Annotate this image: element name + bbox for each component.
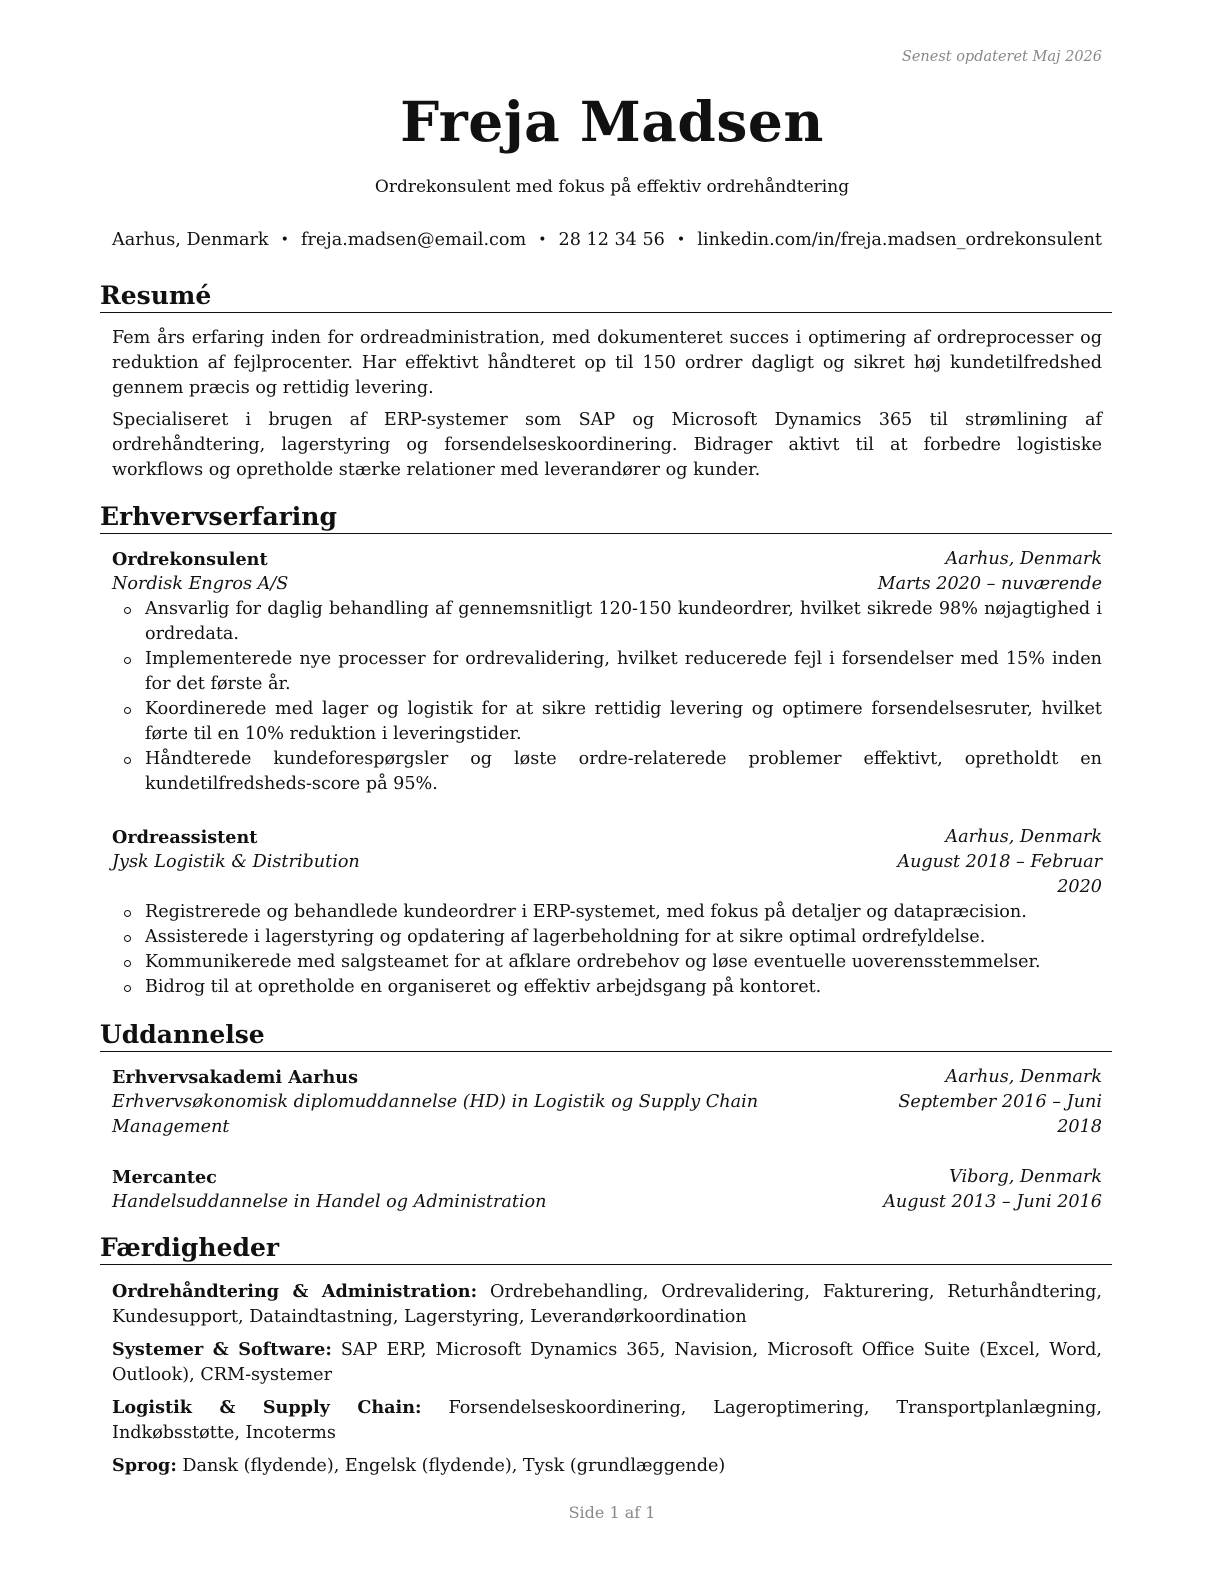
job-company: Nordisk Engros A/S [112, 574, 289, 594]
education-dates: September 2016 – Juni 2018 [898, 1092, 1102, 1137]
section-title-experience: Erhvervserfaring [100, 501, 1112, 534]
education-dates: August 2013 – Juni 2016 [883, 1192, 1102, 1212]
job-location: Aarhus, Denmark [945, 549, 1102, 569]
separator-dot: • [538, 232, 547, 248]
separator-dot: • [676, 232, 686, 248]
summary-block [112, 326, 1102, 483]
job-entry [112, 825, 1102, 1000]
skill-label: Systemer & Software: [112, 1339, 332, 1360]
education-degree: Handelsuddannelse in Handel og Administration [112, 1192, 547, 1212]
candidate-name: Freja Madsen [400, 89, 824, 154]
education-entry [112, 1065, 1102, 1140]
contact-phone[interactable]: 28 12 34 56 [558, 230, 665, 250]
summary-paragraph: Specialiseret i brugen af ERP-systemer som SAP og Microsoft Dynamics 365 til strømlining af ordrehåndtering, lagerstyring og forsendelseskoordinering. Bidrager aktivt til at forbedre logistiske workflows og opretholde stærke relationer med leverandører og kunder. [112, 410, 1102, 480]
skill-text: Dansk (flydende), Engelsk (flydende), Tysk (grundlæggende) [182, 1456, 726, 1476]
contact-location: Aarhus, Denmark [112, 230, 269, 250]
candidate-subtitle: Ordrekonsulent med fokus på effektiv ordrehåndtering [374, 177, 850, 197]
list-item: Kommunikerede med salgsteamet for at afklare ordrebehov og løse eventuelle uoverensstemmelser. [112, 950, 1102, 975]
list-item: Implementerede nye processer for ordrevalidering, hvilket reducerede fejl i forsendelser med 15% inden for det første år. [112, 647, 1102, 697]
skill-group [112, 1395, 1102, 1446]
job-dates: August 2018 – Februar 2020 [897, 852, 1102, 897]
summary-paragraph: Fem års erfaring inden for ordreadministration, med dokumenteret succes i optimering af ordreprocesser og reduktion af fejlprocenter. Har effektivt håndteret op til 150 ordrer dagligt og sikret høj kundetilfredshed gennem præcis og rettidig levering. [112, 328, 1102, 398]
list-item: Assisterede i lagerstyring og opdatering af lagerbeholdning for at sikre optimal ordrefyldelse. [112, 925, 1102, 950]
skill-group [112, 1453, 1102, 1479]
job-company: Jysk Logistik & Distribution [112, 852, 360, 872]
education-entry [112, 1165, 1102, 1215]
contact-email[interactable]: freja.madsen@email.com [300, 230, 527, 250]
job-location: Aarhus, Denmark [945, 827, 1102, 847]
job-role: Ordrekonsulent [112, 549, 268, 570]
list-item: Ansvarlig for daglig behandling af gennemsnitligt 120-150 kundeordrer, hvilket sikrede 98% nøjagtighed i ordredata. [112, 597, 1102, 647]
list-item: Bidrog til at opretholde en organiseret og effektiv arbejdsgang på kontoret. [112, 975, 1102, 1000]
job-bullets [112, 597, 1102, 797]
education-school: Erhvervsakademi Aarhus [112, 1067, 359, 1088]
skill-text: Ordrebehandling, Ordrevalidering, Fakturering, Returhåndtering, Kundesupport, Dataindtastning, Lagerstyring, Leverandørkoordination [112, 1282, 1102, 1327]
page-number: Side 1 af 1 [568, 1503, 656, 1522]
contact-linkedin[interactable]: linkedin.com/in/freja.madsen_ordrekonsulent [697, 230, 1102, 250]
contact-line [112, 228, 1102, 253]
education-location: Viborg, Denmark [949, 1167, 1102, 1187]
skill-label: Sprog: [112, 1455, 177, 1476]
education-location: Aarhus, Denmark [945, 1067, 1102, 1087]
skill-text: Forsendelseskoordinering, Lageroptimering, Transportplanlægning, Indkøbsstøtte, Incoterms [112, 1398, 1102, 1443]
section-title-skills: Færdigheder [100, 1232, 1112, 1265]
job-bullets [112, 900, 1102, 1000]
section-title-summary: Resumé [100, 280, 1112, 313]
education-school: Mercantec [112, 1167, 217, 1188]
skill-label: Ordrehåndtering & Administration: [112, 1281, 478, 1302]
list-item: Håndterede kundeforespørgsler og løste ordre-relaterede problemer effektivt, opretholdt en kundetilfredsheds-score på 95%. [112, 747, 1102, 797]
list-item: Koordinerede med lager og logistik for at sikre rettidig levering og optimere forsendelsesruter, hvilket førte til en 10% reduktion i leveringstider. [112, 697, 1102, 747]
last-updated: Senest opdateret Maj 2026 [901, 49, 1102, 65]
job-entry [112, 547, 1102, 797]
separator-dot: • [280, 232, 289, 248]
skills-block [112, 1279, 1102, 1479]
skill-group [112, 1337, 1102, 1388]
skill-label: Logistik & Supply Chain: [112, 1397, 422, 1418]
skill-text: SAP ERP, Microsoft Dynamics 365, Navision, Microsoft Office Suite (Excel, Word, Outlook), CRM-systemer [112, 1340, 1102, 1385]
job-dates: Marts 2020 – nuværende [877, 574, 1102, 594]
education-degree: Erhvervsøkonomisk diplomuddannelse (HD) in Logistik og Supply Chain Management [112, 1092, 759, 1137]
job-role: Ordreassistent [112, 827, 258, 848]
list-item: Registrerede og behandlede kundeordrer i ERP-systemet, med fokus på detaljer og datapræcision. [112, 900, 1102, 925]
skill-group [112, 1279, 1102, 1330]
section-title-education: Uddannelse [100, 1019, 1112, 1052]
